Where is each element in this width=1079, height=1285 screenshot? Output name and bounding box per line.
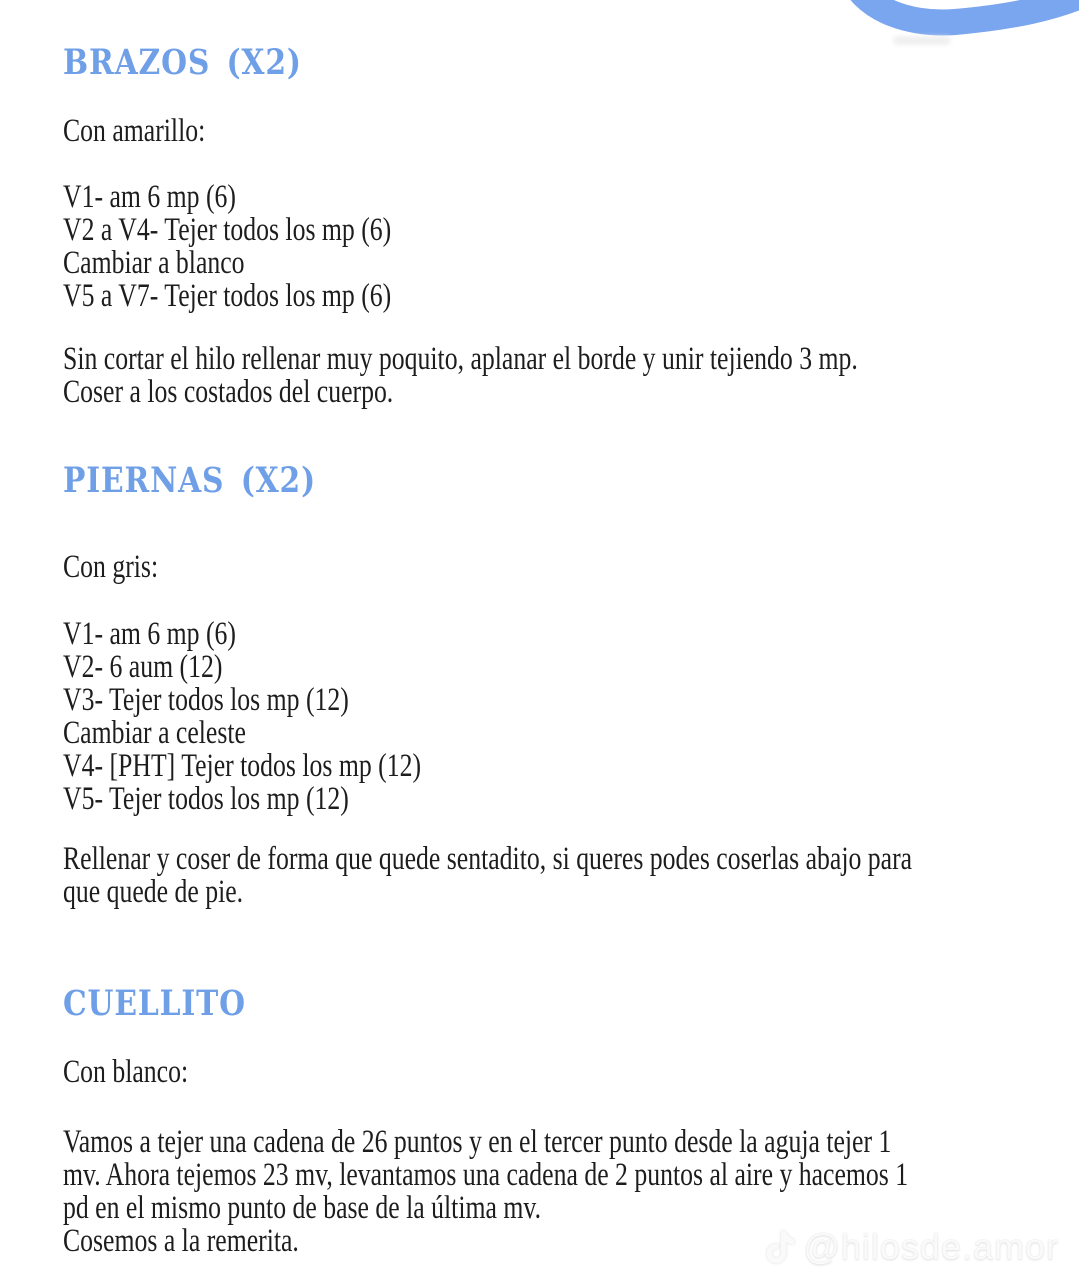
step-line: V4- [PHT] Tejer todos los mp (12) [63, 748, 422, 784]
intro-line: Con gris: [63, 549, 159, 585]
intro-line: Con amarillo: [63, 113, 206, 149]
note-line: mv. Ahora tejemos 23 mv, levantamos una cadena de 2 puntos al aire y hacemos 1 [63, 1157, 909, 1193]
note-line: Sin cortar el hilo rellenar muy poquito, aplanar el borde y unir tejiendo 3 mp. [63, 341, 858, 377]
watermark [766, 1226, 1059, 1268]
step-line: Cambiar a blanco [63, 245, 245, 281]
note-line: Coser a los costados del cuerpo. [63, 374, 394, 410]
step-line: V1- am 6 mp (6) [63, 616, 237, 652]
steps-piernas [63, 618, 522, 816]
step-line: V1- am 6 mp (6) [63, 179, 237, 215]
step-line: V5- Tejer todos los mp (12) [63, 781, 349, 817]
notes-brazos [63, 343, 1079, 409]
note-line: pd en el mismo punto de base de la última mv. [63, 1190, 542, 1226]
step-line: V2 a V4- Tejer todos los mp (6) [63, 212, 392, 248]
section-heading-cuellito: CUELLITO [63, 983, 246, 1024]
intro-piernas [63, 551, 185, 584]
step-line: V5 a V7- Tejer todos los mp (6) [63, 278, 392, 314]
step-line: V3- Tejer todos los mp (12) [63, 682, 349, 718]
intro-line: Con blanco: [63, 1054, 189, 1090]
section-heading-piernas: PIERNAS (X2) [63, 460, 317, 501]
watermark-handle: @hilosde.amor [803, 1226, 1059, 1267]
intro-cuellito [63, 1056, 223, 1089]
note-line: Rellenar y coser de forma que quede sentadito, si queres podes coserlas abajo para [63, 841, 913, 877]
note-line: que quede de pie. [63, 874, 244, 910]
note-line: Cosemos a la remerita. [63, 1223, 299, 1259]
section-heading-brazos: BRAZOS (X2) [63, 42, 302, 83]
tiktok-note-icon [766, 1230, 796, 1264]
note-line: Vamos a tejer una cadena de 26 puntos y en el tercer punto desde la aguja tejer 1 [63, 1124, 892, 1160]
intro-brazos [63, 115, 245, 148]
steps-brazos [63, 181, 484, 313]
swoosh-shadow [893, 36, 951, 45]
step-line: Cambiar a celeste [63, 715, 246, 751]
step-line: V2- 6 aum (12) [63, 649, 223, 685]
notes-piernas [63, 843, 1079, 909]
